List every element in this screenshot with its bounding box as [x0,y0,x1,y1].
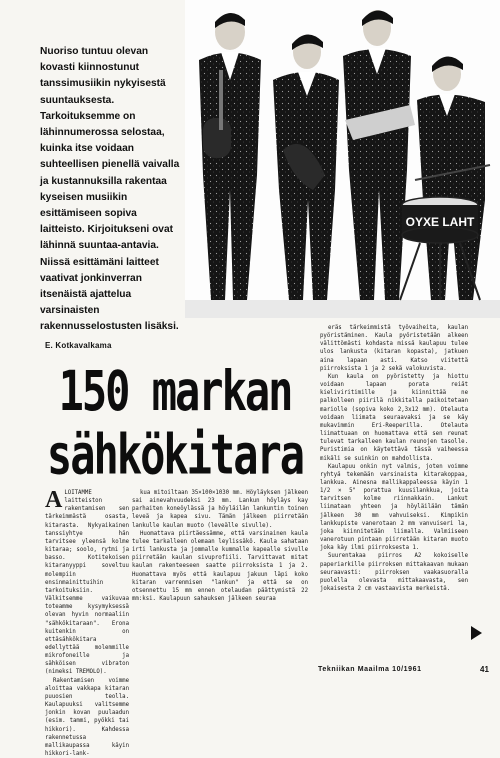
intro-paragraph: Nuoriso tuntuu olevan kovasti kiinnostunut tanssimusiikin nykyisestä suuntauksesta. Tarkoituksemme on lähinnumerossa selostaa, kuinka itse voidaan suhteellisen pienellä vaivalla ja kustannuksilla rakentaa kyseisen musiikin esittämiseen sopiva laitteisto. Kirjoitukseni ovat lähinnä suuntaa-antavia. Niissä esittämäni laitteet vaativat jonkinverran itsenäistä ajattelua varsinaisten rakennusselostusten lisäksi. [40,46,180,333]
author-byline: E. Kotkavalkama [45,341,112,350]
magazine-footer: Tekniikan Maailma 10/1961 [318,666,422,673]
column-3-paragraph-1: eräs tärkeimmistä työvaiheita, kaulan pyöristäminen. Kaula pyöristetään alkeen välittömästi kohdasta missä kaulapuu tulee ulos lankusta (kitaran kopasta), jatkuen aina lapaan asti. Katso viitettä piirroksista 1 ja 2 sekä valokuvista. [320,325,468,372]
continue-arrow-icon [471,626,482,640]
drop-cap: A [45,487,63,513]
drum-logo-text: OYXE LAHT [405,215,475,229]
article-headline [40,360,310,487]
headline-line-1: 150 markan [58,358,292,424]
column-3-paragraph-4: Suurentakaa piirros A2 kokoiselle paperiarkille piirroksen mittakaavan mukaan seuraavasti: piirroksen vaakasuoralla puolella olevasta mittakaavasta, sen jokaisesta 2 cm vastaavista merkeistä. [320,553,468,592]
page-number: 41 [480,665,489,674]
band-photo [185,0,500,318]
column-1-paragraph-2: Rakentamisen voimme aloittaa vakkapa kitaran puuosien teolla. Kaulapuuksi valitsemme jonkin kovan puulaadun (esim. tammi, pyökki tai hikkori). Kahdessa rakennetussa mallikaupassa käyin hikkori-lank- [45,677,129,757]
column-3-paragraph-2: Kun kaula on pyöristetty ja hiottu voidaan lapaan porata reiät kieliviritimille ja kiinnittää ne palkolleen piirilä nikkitalla paikoitetaan mariolle (sopiva koko 2,3x12 mm). Otelauta voidaan liimata seuraavaksi ja se käy mukavimmin Eri-Reeperilla. Otelauta liimattuaan on huomattava että sen reunat tulevat tarkalleen kaulan reunojen tasolle. Puristimia on käytettävä tässä vaiheessa mikäli se suinkin on mahdollista. [320,373,468,462]
text-column-2 [132,489,308,667]
column-1-paragraph-1 [45,489,129,677]
intro-text [40,44,182,336]
headline-line-2: sähkökitara [46,422,304,487]
column-3-paragraph-3: Kaulapuu onkin nyt valmis, joten voimme ryhtyä tekemään varsinaista kitarakoppaa, lankkua. Ainesna mallikappaleessa käyin 1 1/2 × 5" porattua kuusilankkua, joita tarvitsen kolme riinnakkain. Lankut liimataan yhteen ja höyläilään tämän jälkeen 30 mm vahvuiseksi. Kimpikin lankkupiste vanerotaan 2 mm vanvuiseri la, joka kiinnitetään liimalla. Valmiiseen vanerotuun pintaan piirretään kitaran muoto joka käy ilmi piirroksesta 1. [320,463,468,552]
band-photo-image [185,0,500,318]
column-2-paragraph-2: Huomattava piirtäessämme, että varsinainen kaula tulee tarkalleen olemaan leylissäkö. Kaula sahataan irti lankusta ja jommalle kummalle kapealle sivulle piirretään kaulan sivuprofiili. Tarvittavat mitat kaulan rakenteeseen saatte piirroksista 1 ja 2. Huomattava myös että kaulapuu jakuun läpi koko kitaran varrenmisen "lankun" ja että se on otsennettu 15 mm ennen otelaudan päättymistä 22 mm:ksi. Kaulapuun sahauksen jälkeen seuraa [132,530,308,603]
text-column-1 [45,487,129,757]
column-2-paragraph-1: kua mitoiltaan 35×100×1030 mm. Höyläyksen jälkeen sai ainevahvuudeksi 23 mm. Lankun höyläys kay parhaiten koneöylässä ja höyläilän lankuntin toinen leveä ja kapea sivu. Tämän jälkeen piirretään lankulle kaulan muoto (leveälle sivulle). [132,490,308,529]
column-1-paragraph-1-text: LOITAMME laitteiston rakentamisen sen tärkeimmästä osasta, kitarasta. Nykyaikainen tanssiyhtye hän tarvitsee yleensä kolme kitaraa; soolo, rytmi ja basso. Kotitekoisen kitaranyyppi soveltuu molempiin ensinmainittuihin tarkoituksiin. Välkitsemme vaikuvaa toteamme kysymyksessä olevan hyvin normaaliin "sähkökitaraan". Erona kuitenkin on ettäsähkökitara edellyttää molemmille mikrofoneille ja sähköisen vibraton (nimeksi TREMOLO). [45,490,129,676]
text-column-3 [320,324,468,664]
